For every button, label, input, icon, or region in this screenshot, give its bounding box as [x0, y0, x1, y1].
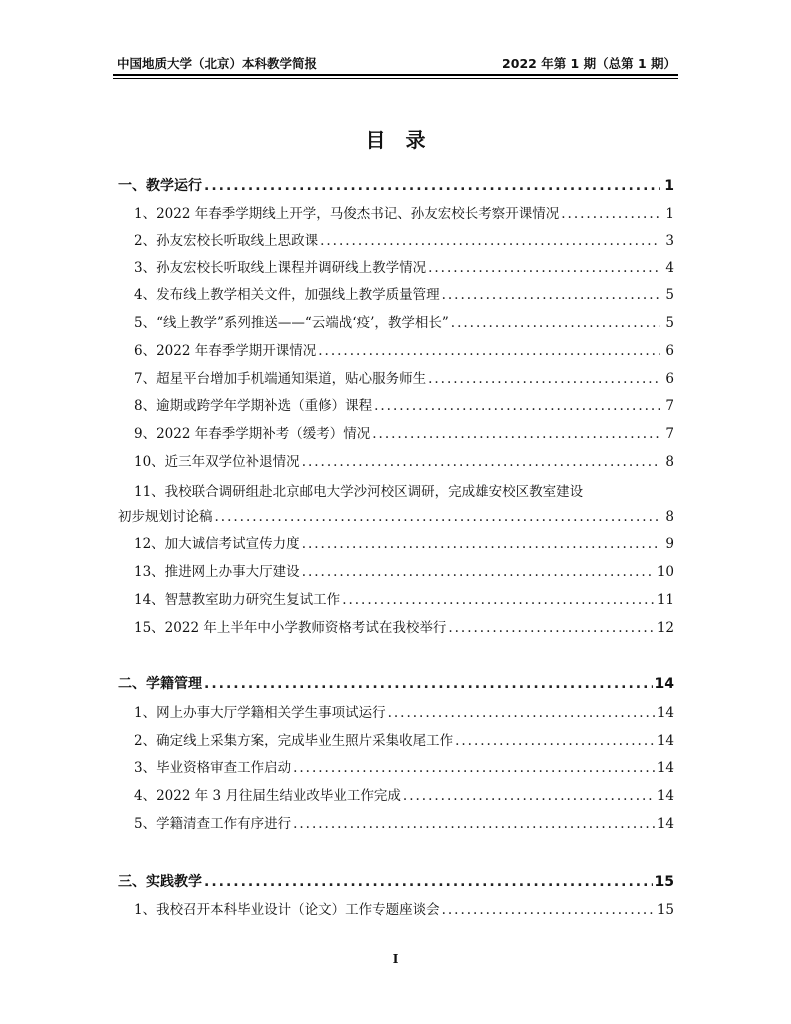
toc-section[interactable]	[118, 872, 674, 892]
toc-page-number: 14	[656, 816, 674, 832]
toc-item-label: 2、孙友宏校长听取线上思政课	[134, 233, 319, 249]
toc-item-label: 3、毕业资格审查工作启动	[134, 760, 292, 776]
toc-item-label: 4、发布线上教学相关文件，加强线上教学质量管理	[134, 287, 440, 303]
dot-leader	[342, 590, 655, 610]
toc-page-number: 15	[656, 902, 674, 918]
dot-leader	[448, 618, 654, 638]
toc-item[interactable]	[118, 507, 674, 527]
toc-item-label: 1、我校召开本科毕业设计（论文）工作专题座谈会	[134, 902, 440, 918]
toc-page-number: 6	[665, 371, 674, 387]
toc-item[interactable]	[118, 424, 674, 444]
page-number: I	[392, 952, 399, 966]
toc-page-number: 5	[665, 287, 674, 303]
dot-leader	[403, 786, 655, 806]
dot-leader	[455, 731, 655, 751]
toc-page-number: 14	[654, 676, 674, 692]
toc-page-number: 14	[656, 788, 674, 804]
toc-page-number: 1	[665, 206, 674, 222]
toc-item-label: 5、学籍清查工作有序进行	[134, 816, 292, 832]
toc-page-number: 14	[656, 705, 674, 721]
toc-item-label[interactable]: 11、我校联合调研组赴北京邮电大学沙河校区调研，完成雄安校区教室建设	[134, 484, 584, 500]
dot-leader	[428, 258, 660, 278]
toc-item[interactable]	[118, 285, 674, 305]
toc-section[interactable]	[118, 176, 674, 196]
header-issue: 2022 年第 1 期（总第 1 期）	[502, 56, 676, 71]
toc-item[interactable]	[118, 618, 674, 638]
toc-item[interactable]	[118, 258, 674, 278]
toc-item[interactable]	[118, 758, 674, 778]
toc-page-number: 7	[665, 398, 674, 414]
toc-item[interactable]	[118, 204, 674, 224]
toc-page-number: 3	[665, 233, 674, 249]
toc-item-label: 6、2022 年春季学期开课情况	[134, 343, 317, 359]
dot-leader	[561, 204, 660, 224]
dot-leader	[204, 176, 660, 196]
toc-item[interactable]	[118, 534, 674, 554]
toc-page-number: 4	[665, 260, 674, 276]
toc-page-number: 15	[654, 874, 674, 890]
toc-item[interactable]	[118, 590, 674, 610]
toc-item[interactable]	[118, 313, 674, 333]
toc-item-label: 1、网上办事大厅学籍相关学生事项试运行	[134, 705, 386, 721]
dot-leader	[451, 313, 660, 333]
dot-leader	[442, 900, 655, 920]
dot-leader	[204, 674, 653, 694]
header-rule-thin	[113, 78, 678, 79]
toc-item-label: 2、确定线上采集方案，完成毕业生照片采集收尾工作	[134, 733, 454, 749]
toc-item-label: 15、2022 年上半年中小学教师资格考试在我校举行	[134, 620, 447, 636]
toc-item[interactable]	[118, 452, 674, 472]
toc-item-label: 12、加大诚信考试宣传力度	[134, 536, 300, 552]
dot-leader	[204, 872, 653, 892]
toc-section-label: 三、实践教学	[118, 874, 202, 890]
header-publication-title: 中国地质大学（北京）本科教学简报	[117, 56, 318, 71]
dot-leader	[374, 396, 660, 416]
toc-page-number: 14	[656, 760, 674, 776]
dot-leader	[388, 703, 655, 723]
dot-leader	[302, 534, 660, 554]
toc-item-label: 5、“线上教学”系列推送——“云端战‘疫’，教学相长”	[134, 315, 449, 331]
toc-section-label: 一、教学运行	[118, 178, 202, 194]
toc-item-label-continued: 初步规划讨论稿	[118, 509, 213, 525]
toc-page-number: 5	[665, 315, 674, 331]
toc-item[interactable]	[118, 703, 674, 723]
toc-page-number: 11	[656, 592, 674, 608]
toc-page-number: 10	[656, 564, 674, 580]
toc-item[interactable]	[118, 369, 674, 389]
toc-item-label: 7、超星平台增加手机端通知渠道，贴心服务师生	[134, 371, 427, 387]
dot-leader	[318, 341, 660, 361]
toc-item[interactable]	[118, 731, 674, 751]
toc-title: 目 录	[365, 128, 426, 152]
toc-item-label: 8、逾期或跨学年学期补选（重修）课程	[134, 398, 373, 414]
toc-page-number: 6	[665, 343, 674, 359]
toc-item[interactable]	[118, 900, 674, 920]
toc-page-number: 9	[665, 536, 674, 552]
header-rule-thick	[113, 74, 678, 76]
toc-item[interactable]	[118, 341, 674, 361]
dot-leader	[372, 424, 660, 444]
running-header	[113, 52, 678, 72]
dot-leader	[293, 758, 655, 778]
dot-leader	[293, 814, 655, 834]
toc-item[interactable]	[118, 396, 674, 416]
toc-item-label: 9、2022 年春季学期补考（缓考）情况	[134, 426, 371, 442]
dot-leader	[302, 452, 660, 472]
dot-leader	[442, 285, 660, 305]
toc-page-number: 14	[656, 733, 674, 749]
toc-item[interactable]	[118, 562, 674, 582]
toc-item-label: 4、2022 年 3 月往届生结业改毕业工作完成	[134, 788, 401, 804]
toc-section[interactable]	[118, 674, 674, 694]
toc-page-number: 8	[665, 454, 674, 470]
toc-page-number: 1	[664, 178, 674, 194]
dot-leader	[302, 562, 655, 582]
toc-item-label: 14、智慧教室助力研究生复试工作	[134, 592, 341, 608]
toc-page-number: 8	[665, 509, 674, 525]
toc-page-number: 7	[665, 426, 674, 442]
toc-item[interactable]	[118, 814, 674, 834]
toc-item-label: 3、孙友宏校长听取线上课程并调研线上教学情况	[134, 260, 427, 276]
dot-leader	[428, 369, 660, 389]
toc-item-label: 13、推进网上办事大厅建设	[134, 564, 300, 580]
dot-leader	[215, 507, 661, 527]
dot-leader	[320, 231, 660, 251]
toc-item-label: 1、2022 年春季学期线上开学，马俊杰书记、孙友宏校长考察开课情况	[134, 206, 560, 222]
toc-item[interactable]	[118, 231, 674, 251]
toc-item-label: 10、近三年双学位补退情况	[134, 454, 300, 470]
toc-item[interactable]	[118, 786, 674, 806]
toc-section-label: 二、学籍管理	[118, 676, 202, 692]
toc-page-number: 12	[656, 620, 674, 636]
